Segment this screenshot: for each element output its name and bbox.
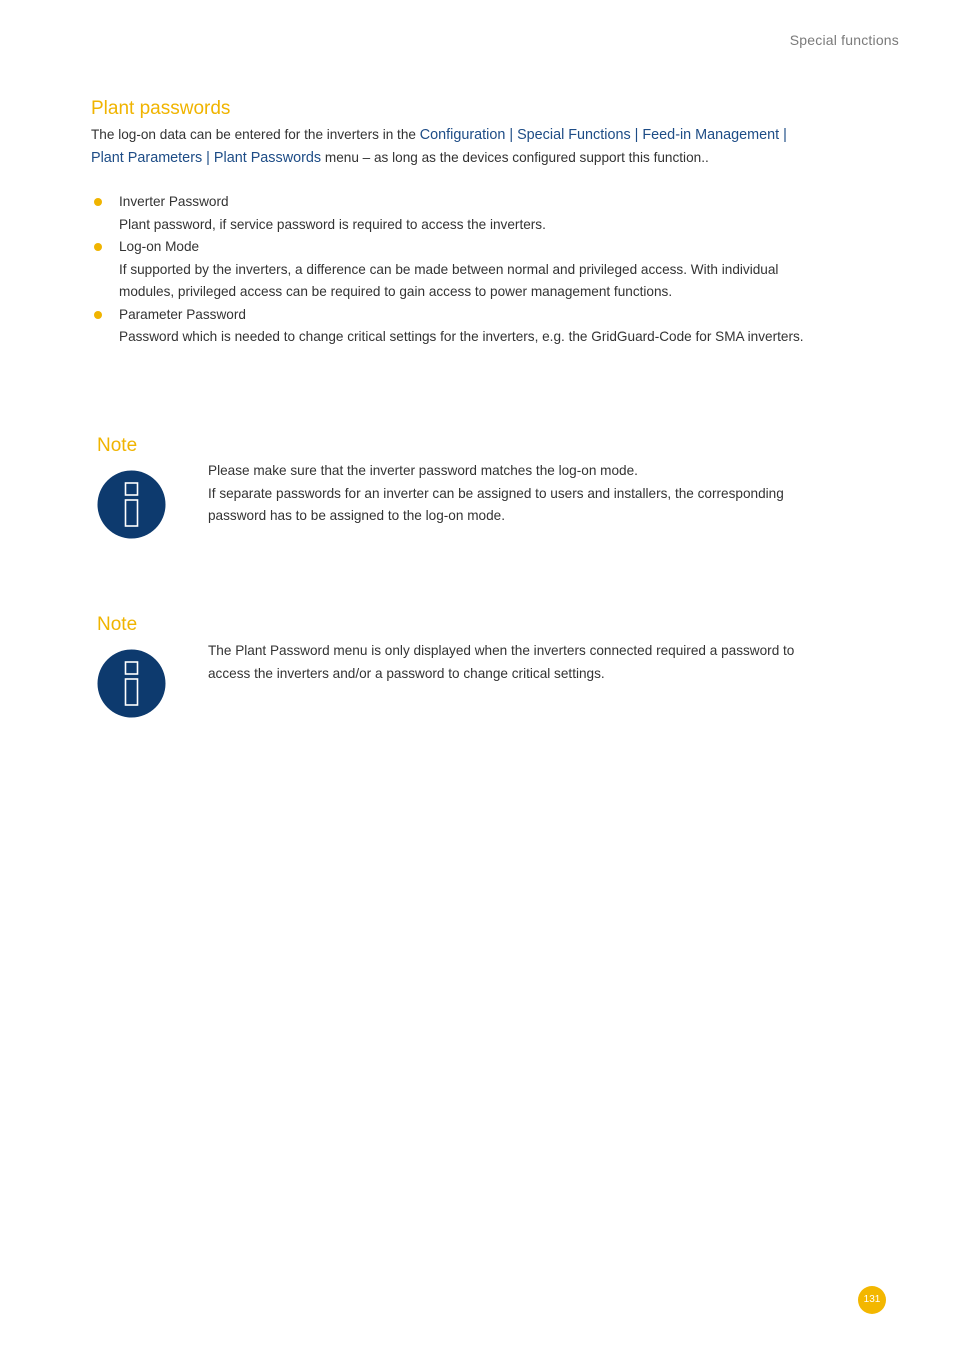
note-text [208, 460, 808, 528]
intro-text-before: The log-on data can be entered for the inverters in the [91, 127, 416, 142]
note-text [208, 640, 798, 685]
list-item-description: Plant password, if service password is required to access the inverters. [119, 216, 546, 232]
list-item [91, 191, 821, 236]
page-number-badge: 131 [858, 1286, 886, 1314]
list-item [91, 304, 821, 349]
list-item-description: Password which is needed to change critical settings for the inverters, e.g. the GridGuard-Code for SMA inverters. [119, 329, 804, 344]
info-icon [97, 649, 166, 718]
note-line: If separate passwords for an inverter can be assigned to users and installers, the corresponding password has to be assigned to the log-on mode. [208, 485, 784, 523]
intro-text-after: menu – as long as the devices configured support this function.. [324, 149, 709, 165]
note-title: Note [97, 614, 138, 635]
option-list [91, 191, 821, 349]
info-icon [97, 470, 166, 539]
list-item-title: Parameter Password [119, 306, 246, 322]
note-line: Please make sure that the inverter password matches the log-on mode. [208, 463, 638, 478]
list-item [91, 236, 821, 304]
bullet-icon [94, 243, 102, 251]
section-title: Plant passwords [91, 98, 231, 119]
list-item-description: If supported by the inverters, a difference can be made between normal and privileged access. With individual modules, privileged access can be required to gain access to power management functions. [119, 261, 779, 299]
intro-paragraph [91, 124, 821, 169]
note-title: Note [97, 435, 138, 456]
running-header: Special functions [789, 32, 899, 48]
bullet-icon [94, 311, 102, 319]
bullet-icon [94, 198, 102, 206]
note-line: The Plant Password menu is only displayed when the inverters connected required a password to access the inverters and/or a password to change critical settings. [208, 643, 795, 681]
list-item-title: Log-on Mode [119, 239, 200, 254]
menu-path-link[interactable]: Configuration | Special Functions | Feed-in Management | Plant Parameters | Plant Passwords [91, 127, 787, 166]
list-item-title: Inverter Password [119, 194, 229, 209]
